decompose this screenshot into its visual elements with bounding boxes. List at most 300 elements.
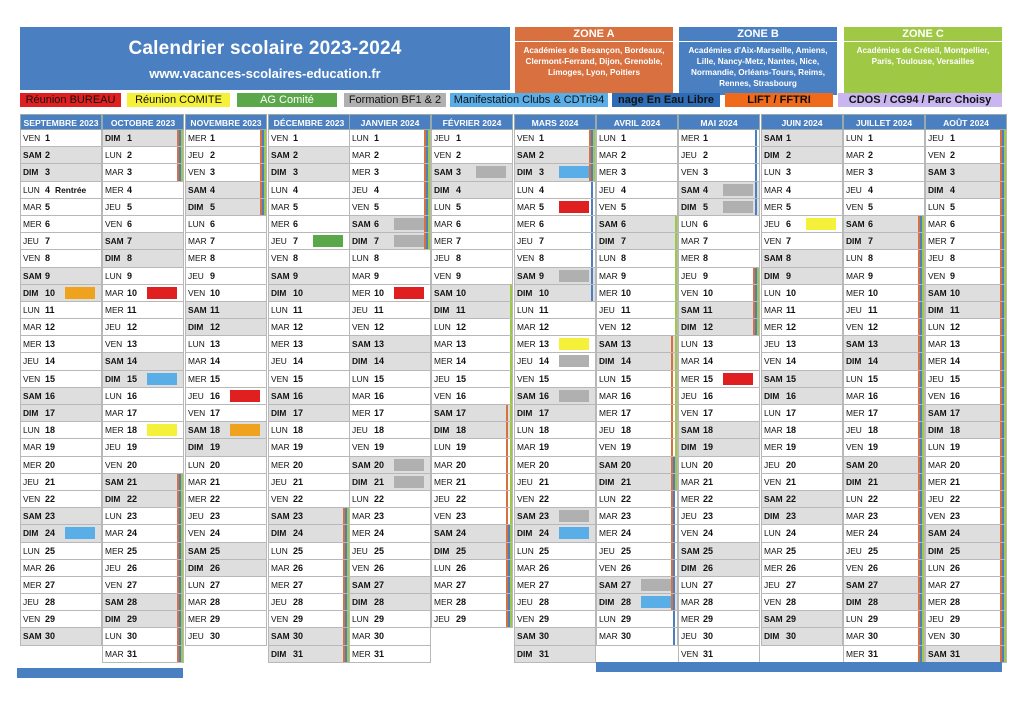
day-cell[interactable] <box>431 199 513 216</box>
event-marker[interactable] <box>559 355 589 367</box>
day-cell[interactable] <box>843 353 925 370</box>
day-cell[interactable] <box>761 628 843 645</box>
day-cell[interactable] <box>761 199 843 216</box>
day-cell[interactable] <box>678 543 760 560</box>
day-cell[interactable] <box>185 353 267 370</box>
day-cell[interactable] <box>843 611 925 628</box>
day-cell[interactable] <box>678 164 760 181</box>
day-cell[interactable] <box>185 474 267 491</box>
day-cell[interactable] <box>185 216 267 233</box>
day-cell[interactable] <box>596 525 678 542</box>
day-cell[interactable] <box>349 285 431 302</box>
day-cell[interactable] <box>431 319 513 336</box>
day-cell[interactable] <box>268 577 350 594</box>
day-cell[interactable] <box>20 371 102 388</box>
day-cell[interactable] <box>761 302 843 319</box>
day-cell[interactable] <box>102 319 184 336</box>
day-cell[interactable] <box>102 543 184 560</box>
event-marker[interactable] <box>65 287 95 299</box>
event-marker[interactable] <box>806 218 836 230</box>
day-cell[interactable] <box>678 268 760 285</box>
day-cell[interactable] <box>925 250 1007 267</box>
day-cell[interactable] <box>843 250 925 267</box>
day-cell[interactable] <box>596 388 678 405</box>
day-cell[interactable] <box>268 147 350 164</box>
day-cell[interactable] <box>843 233 925 250</box>
event-marker[interactable] <box>559 527 589 539</box>
day-cell[interactable] <box>843 457 925 474</box>
day-cell[interactable] <box>678 216 760 233</box>
day-cell[interactable] <box>514 405 596 422</box>
day-cell[interactable] <box>185 560 267 577</box>
event-marker[interactable] <box>641 579 671 591</box>
day-cell[interactable] <box>514 216 596 233</box>
day-cell[interactable] <box>596 474 678 491</box>
day-cell[interactable] <box>20 233 102 250</box>
day-cell[interactable] <box>843 405 925 422</box>
day-cell[interactable] <box>514 147 596 164</box>
day-cell[interactable] <box>349 594 431 611</box>
day-cell[interactable] <box>678 250 760 267</box>
day-cell[interactable] <box>431 508 513 525</box>
day-cell[interactable] <box>925 216 1007 233</box>
day-cell[interactable] <box>20 285 102 302</box>
day-cell[interactable] <box>761 147 843 164</box>
day-cell[interactable] <box>678 560 760 577</box>
day-cell[interactable] <box>514 233 596 250</box>
day-cell[interactable] <box>678 508 760 525</box>
day-cell[interactable] <box>268 560 350 577</box>
day-cell[interactable] <box>678 233 760 250</box>
day-cell[interactable] <box>102 646 184 663</box>
day-cell[interactable] <box>268 491 350 508</box>
day-cell[interactable] <box>102 628 184 645</box>
day-cell[interactable] <box>596 457 678 474</box>
day-cell[interactable] <box>349 268 431 285</box>
day-cell[interactable] <box>185 147 267 164</box>
day-cell[interactable] <box>843 543 925 560</box>
event-marker[interactable] <box>476 166 506 178</box>
day-cell[interactable] <box>596 628 678 645</box>
day-cell[interactable] <box>20 164 102 181</box>
day-cell[interactable] <box>349 422 431 439</box>
day-cell[interactable] <box>678 147 760 164</box>
day-cell[interactable] <box>678 611 760 628</box>
day-cell[interactable] <box>268 302 350 319</box>
day-cell[interactable] <box>349 199 431 216</box>
day-cell[interactable] <box>102 336 184 353</box>
day-cell[interactable] <box>678 199 760 216</box>
day-cell[interactable] <box>596 130 678 147</box>
day-cell[interactable] <box>761 250 843 267</box>
day-cell[interactable] <box>761 405 843 422</box>
day-cell[interactable] <box>514 422 596 439</box>
day-cell[interactable] <box>514 268 596 285</box>
day-cell[interactable] <box>925 560 1007 577</box>
day-cell[interactable] <box>925 182 1007 199</box>
day-cell[interactable] <box>843 577 925 594</box>
day-cell[interactable] <box>514 646 596 663</box>
day-cell[interactable] <box>514 199 596 216</box>
event-marker[interactable] <box>65 527 95 539</box>
day-cell[interactable] <box>349 130 431 147</box>
day-cell[interactable] <box>349 560 431 577</box>
day-cell[interactable] <box>102 405 184 422</box>
day-cell[interactable] <box>678 577 760 594</box>
day-cell[interactable] <box>761 543 843 560</box>
day-cell[interactable] <box>514 474 596 491</box>
day-cell[interactable] <box>431 388 513 405</box>
day-cell[interactable] <box>102 491 184 508</box>
day-cell[interactable] <box>102 302 184 319</box>
day-cell[interactable] <box>514 285 596 302</box>
day-cell[interactable] <box>20 457 102 474</box>
day-cell[interactable] <box>268 594 350 611</box>
day-cell[interactable] <box>925 371 1007 388</box>
day-cell[interactable] <box>349 336 431 353</box>
event-marker[interactable] <box>394 476 424 488</box>
day-cell[interactable] <box>596 147 678 164</box>
day-cell[interactable] <box>761 474 843 491</box>
day-cell[interactable] <box>925 577 1007 594</box>
day-cell[interactable] <box>761 336 843 353</box>
day-cell[interactable] <box>596 319 678 336</box>
day-cell[interactable] <box>514 319 596 336</box>
day-cell[interactable] <box>596 508 678 525</box>
day-cell[interactable] <box>185 491 267 508</box>
day-cell[interactable] <box>678 336 760 353</box>
day-cell[interactable] <box>268 646 350 663</box>
day-cell[interactable] <box>20 147 102 164</box>
day-cell[interactable] <box>925 439 1007 456</box>
day-cell[interactable] <box>349 164 431 181</box>
day-cell[interactable] <box>349 216 431 233</box>
day-cell[interactable] <box>514 508 596 525</box>
day-cell[interactable] <box>678 525 760 542</box>
day-cell[interactable] <box>678 646 760 663</box>
day-cell[interactable] <box>102 508 184 525</box>
day-cell[interactable] <box>596 491 678 508</box>
day-cell[interactable] <box>596 611 678 628</box>
day-cell[interactable] <box>843 439 925 456</box>
day-cell[interactable] <box>102 525 184 542</box>
day-cell[interactable] <box>843 371 925 388</box>
day-cell[interactable] <box>268 336 350 353</box>
day-cell[interactable] <box>925 474 1007 491</box>
day-cell[interactable] <box>596 233 678 250</box>
day-cell[interactable] <box>925 268 1007 285</box>
day-cell[interactable] <box>596 422 678 439</box>
day-cell[interactable] <box>20 199 102 216</box>
day-cell[interactable] <box>514 611 596 628</box>
day-cell[interactable] <box>843 302 925 319</box>
day-cell[interactable] <box>925 388 1007 405</box>
day-cell[interactable] <box>102 250 184 267</box>
day-cell[interactable] <box>20 182 102 199</box>
day-cell[interactable] <box>349 302 431 319</box>
day-cell[interactable] <box>185 388 267 405</box>
day-cell[interactable] <box>185 594 267 611</box>
event-marker[interactable] <box>723 201 753 213</box>
day-cell[interactable] <box>268 130 350 147</box>
day-cell[interactable] <box>514 302 596 319</box>
day-cell[interactable] <box>20 130 102 147</box>
day-cell[interactable] <box>761 319 843 336</box>
day-cell[interactable] <box>268 422 350 439</box>
day-cell[interactable] <box>268 182 350 199</box>
day-cell[interactable] <box>185 611 267 628</box>
day-cell[interactable] <box>843 336 925 353</box>
day-cell[interactable] <box>20 474 102 491</box>
day-cell[interactable] <box>678 182 760 199</box>
day-cell[interactable] <box>185 182 267 199</box>
event-marker[interactable] <box>230 390 260 402</box>
day-cell[interactable] <box>761 130 843 147</box>
day-cell[interactable] <box>843 182 925 199</box>
day-cell[interactable] <box>102 233 184 250</box>
day-cell[interactable] <box>514 628 596 645</box>
day-cell[interactable] <box>268 164 350 181</box>
day-cell[interactable] <box>761 491 843 508</box>
day-cell[interactable] <box>514 491 596 508</box>
day-cell[interactable] <box>349 611 431 628</box>
day-cell[interactable] <box>431 543 513 560</box>
event-marker[interactable] <box>559 390 589 402</box>
day-cell[interactable] <box>268 628 350 645</box>
day-cell[interactable] <box>678 474 760 491</box>
day-cell[interactable] <box>596 594 678 611</box>
day-cell[interactable] <box>20 594 102 611</box>
day-cell[interactable] <box>349 525 431 542</box>
day-cell[interactable] <box>925 646 1007 663</box>
day-cell[interactable] <box>925 491 1007 508</box>
day-cell[interactable] <box>349 182 431 199</box>
day-cell[interactable] <box>678 302 760 319</box>
day-cell[interactable] <box>20 268 102 285</box>
day-cell[interactable] <box>596 250 678 267</box>
day-cell[interactable] <box>761 164 843 181</box>
day-cell[interactable] <box>761 388 843 405</box>
day-cell[interactable] <box>349 577 431 594</box>
day-cell[interactable] <box>185 405 267 422</box>
day-cell[interactable] <box>843 164 925 181</box>
day-cell[interactable] <box>349 508 431 525</box>
day-cell[interactable] <box>678 457 760 474</box>
day-cell[interactable] <box>349 543 431 560</box>
day-cell[interactable] <box>268 250 350 267</box>
day-cell[interactable] <box>925 147 1007 164</box>
day-cell[interactable] <box>185 130 267 147</box>
day-cell[interactable] <box>20 216 102 233</box>
day-cell[interactable] <box>514 371 596 388</box>
day-cell[interactable] <box>431 525 513 542</box>
day-cell[interactable] <box>514 164 596 181</box>
event-marker[interactable] <box>230 424 260 436</box>
day-cell[interactable] <box>102 594 184 611</box>
day-cell[interactable] <box>678 285 760 302</box>
day-cell[interactable] <box>102 182 184 199</box>
day-cell[interactable] <box>596 405 678 422</box>
day-cell[interactable] <box>431 250 513 267</box>
event-marker[interactable] <box>559 201 589 213</box>
day-cell[interactable] <box>843 422 925 439</box>
day-cell[interactable] <box>349 250 431 267</box>
day-cell[interactable] <box>678 353 760 370</box>
day-cell[interactable] <box>843 388 925 405</box>
day-cell[interactable] <box>514 182 596 199</box>
day-cell[interactable] <box>843 285 925 302</box>
day-cell[interactable] <box>349 646 431 663</box>
day-cell[interactable] <box>431 371 513 388</box>
day-cell[interactable] <box>268 268 350 285</box>
day-cell[interactable] <box>514 525 596 542</box>
day-cell[interactable] <box>185 268 267 285</box>
day-cell[interactable] <box>843 491 925 508</box>
day-cell[interactable] <box>761 422 843 439</box>
day-cell[interactable] <box>268 508 350 525</box>
day-cell[interactable] <box>843 216 925 233</box>
day-cell[interactable] <box>843 646 925 663</box>
day-cell[interactable] <box>925 285 1007 302</box>
day-cell[interactable] <box>20 405 102 422</box>
day-cell[interactable] <box>268 439 350 456</box>
day-cell[interactable] <box>349 147 431 164</box>
day-cell[interactable] <box>102 199 184 216</box>
day-cell[interactable] <box>761 457 843 474</box>
day-cell[interactable] <box>349 491 431 508</box>
website-link[interactable]: www.vacances-scolaires-education.fr <box>149 66 381 81</box>
event-marker[interactable] <box>313 235 343 247</box>
day-cell[interactable] <box>925 199 1007 216</box>
day-cell[interactable] <box>185 302 267 319</box>
day-cell[interactable] <box>925 130 1007 147</box>
day-cell[interactable] <box>20 491 102 508</box>
day-cell[interactable] <box>596 439 678 456</box>
day-cell[interactable] <box>925 525 1007 542</box>
day-cell[interactable] <box>431 560 513 577</box>
day-cell[interactable] <box>268 405 350 422</box>
day-cell[interactable] <box>514 353 596 370</box>
day-cell[interactable] <box>102 285 184 302</box>
day-cell[interactable] <box>185 336 267 353</box>
day-cell[interactable] <box>678 628 760 645</box>
day-cell[interactable] <box>20 439 102 456</box>
day-cell[interactable] <box>678 439 760 456</box>
day-cell[interactable] <box>102 577 184 594</box>
day-cell[interactable] <box>761 594 843 611</box>
day-cell[interactable] <box>596 577 678 594</box>
event-marker[interactable] <box>723 184 753 196</box>
day-cell[interactable] <box>20 577 102 594</box>
day-cell[interactable] <box>678 319 760 336</box>
day-cell[interactable] <box>843 199 925 216</box>
day-cell[interactable] <box>761 285 843 302</box>
day-cell[interactable] <box>596 336 678 353</box>
day-cell[interactable] <box>185 628 267 645</box>
day-cell[interactable] <box>925 164 1007 181</box>
day-cell[interactable] <box>185 199 267 216</box>
day-cell[interactable] <box>843 268 925 285</box>
day-cell[interactable] <box>268 233 350 250</box>
day-cell[interactable] <box>761 353 843 370</box>
day-cell[interactable] <box>925 336 1007 353</box>
day-cell[interactable] <box>102 422 184 439</box>
day-cell[interactable] <box>678 130 760 147</box>
day-cell[interactable] <box>349 457 431 474</box>
day-cell[interactable] <box>843 525 925 542</box>
day-cell[interactable] <box>925 422 1007 439</box>
day-cell[interactable] <box>20 543 102 560</box>
day-cell[interactable] <box>102 611 184 628</box>
day-cell[interactable] <box>596 560 678 577</box>
day-cell[interactable] <box>596 164 678 181</box>
day-cell[interactable] <box>843 319 925 336</box>
day-cell[interactable] <box>185 508 267 525</box>
day-cell[interactable] <box>596 182 678 199</box>
day-cell[interactable] <box>514 457 596 474</box>
day-cell[interactable] <box>761 560 843 577</box>
event-marker[interactable] <box>394 287 424 299</box>
day-cell[interactable] <box>761 216 843 233</box>
day-cell[interactable] <box>349 371 431 388</box>
day-cell[interactable] <box>349 233 431 250</box>
day-cell[interactable] <box>843 508 925 525</box>
day-cell[interactable] <box>761 371 843 388</box>
event-marker[interactable] <box>723 373 753 385</box>
event-marker[interactable] <box>559 338 589 350</box>
day-cell[interactable] <box>268 474 350 491</box>
day-cell[interactable] <box>761 611 843 628</box>
day-cell[interactable] <box>678 405 760 422</box>
day-cell[interactable] <box>268 353 350 370</box>
day-cell[interactable] <box>431 147 513 164</box>
day-cell[interactable] <box>185 439 267 456</box>
day-cell[interactable] <box>185 164 267 181</box>
day-cell[interactable] <box>185 285 267 302</box>
day-cell[interactable] <box>761 268 843 285</box>
day-cell[interactable] <box>596 199 678 216</box>
day-cell[interactable] <box>678 388 760 405</box>
event-marker[interactable] <box>394 218 424 230</box>
day-cell[interactable] <box>431 336 513 353</box>
day-cell[interactable] <box>185 543 267 560</box>
day-cell[interactable] <box>20 611 102 628</box>
event-marker[interactable] <box>394 235 424 247</box>
day-cell[interactable] <box>431 164 513 181</box>
day-cell[interactable] <box>925 233 1007 250</box>
day-cell[interactable] <box>102 164 184 181</box>
day-cell[interactable] <box>761 182 843 199</box>
day-cell[interactable] <box>843 560 925 577</box>
day-cell[interactable] <box>925 319 1007 336</box>
day-cell[interactable] <box>431 474 513 491</box>
day-cell[interactable] <box>431 577 513 594</box>
day-cell[interactable] <box>843 474 925 491</box>
day-cell[interactable] <box>20 353 102 370</box>
day-cell[interactable] <box>20 336 102 353</box>
day-cell[interactable] <box>185 457 267 474</box>
day-cell[interactable] <box>431 457 513 474</box>
day-cell[interactable] <box>678 594 760 611</box>
day-cell[interactable] <box>925 405 1007 422</box>
day-cell[interactable] <box>102 147 184 164</box>
day-cell[interactable] <box>185 233 267 250</box>
day-cell[interactable] <box>431 302 513 319</box>
day-cell[interactable] <box>185 525 267 542</box>
day-cell[interactable] <box>925 508 1007 525</box>
event-marker[interactable] <box>394 459 424 471</box>
day-cell[interactable] <box>596 268 678 285</box>
